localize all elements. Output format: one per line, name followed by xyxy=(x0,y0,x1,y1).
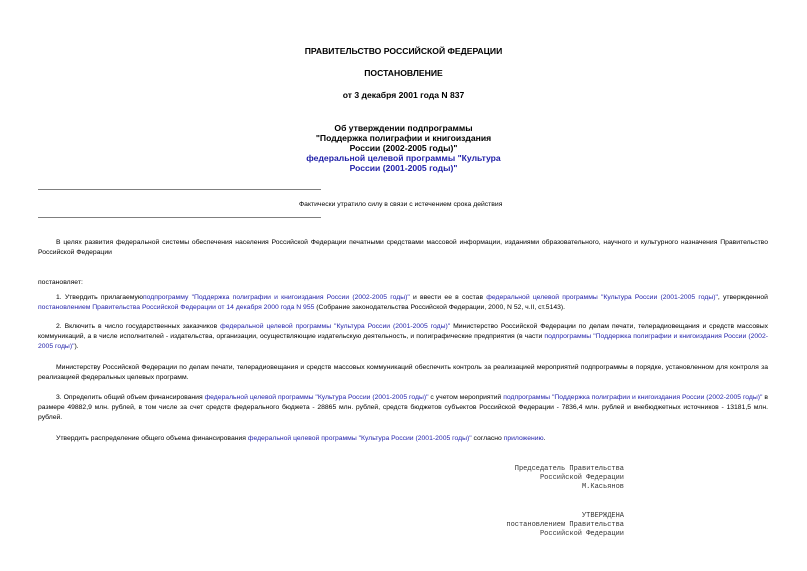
federal-program-link[interactable]: федеральной целевой программы "Культура России (2001-2005 годы)" xyxy=(247,435,472,442)
paragraph-text: ). xyxy=(74,343,79,350)
approval-line: постановлением Правительства xyxy=(506,520,624,529)
title-line: России (2002-2005 годы)" xyxy=(349,143,458,153)
title-line: "Поддержка полиграфии и книгоиздания xyxy=(315,133,492,143)
title-line: Об утверждении подпрограммы xyxy=(334,123,473,133)
paragraph-3: Министерству Российской Федерации по делам печати, телерадиовещания и средств массовых коммуникаций обеспечить контроль за реализацией мероприятий подпрограммы в порядке, установленном для контроля за реализацией федеральных целевых программ. xyxy=(38,364,768,381)
federal-program-link[interactable]: федеральной целевой программы "Культура России (2001-2005 годы)" xyxy=(204,394,429,401)
paragraph-text: и ввести ее в состав xyxy=(409,294,487,301)
intro-paragraph: В целях развития федеральной системы обеспечения населения Российской Федерации печатными средствами массовой информации, изданиями образовательного, научного и культурного назначения Правительство Российской Федерации xyxy=(38,239,768,256)
signature-line: Председатель Правительства xyxy=(514,465,624,473)
paragraph-text: 1. Утвердить прилагаемую xyxy=(56,294,143,301)
document-type: ПОСТАНОВЛЕНИЕ xyxy=(364,68,443,78)
approval-block xyxy=(506,512,624,538)
paragraph-5 xyxy=(38,434,768,444)
federal-program-link[interactable]: федеральной целевой программы "Культура России (2001-2005 годы)" xyxy=(486,294,718,301)
document-title xyxy=(0,123,807,173)
government-heading: ПРАВИТЕЛЬСТВО РОССИЙСКОЙ ФЕДЕРАЦИИ xyxy=(304,46,503,56)
paragraph-text: , утвержденной xyxy=(717,294,768,301)
paragraph-2 xyxy=(38,322,768,352)
title-program-link[interactable]: России (2001-2005 годы)" xyxy=(349,163,458,173)
separator-rule xyxy=(38,189,321,190)
document-date: от 3 декабря 2001 года N 837 xyxy=(342,90,465,100)
signature-line: Российской Федерации xyxy=(539,473,624,482)
status-note: Фактически утратило силу в связи с истечением срока действия xyxy=(299,201,503,208)
paragraph-text: (Собрание законодательства Российской Федерации, 2000, N 52, ч.II, ст.5143). xyxy=(314,304,566,311)
separator-rule xyxy=(38,217,321,218)
decree-955-link[interactable]: постановлением Правительства Российской Федерации от 14 декабря 2000 года N 955 xyxy=(38,304,315,311)
paragraph-text: в размере 49882,9 млн. рублей, в том числе за счет средств федерального бюджета - 28865 млн. рублей, средств бюджетов субъектов Российской Федерации - 7836,4 млн. рублей и внебюджетных источников - 13181,5 млн. рублей. xyxy=(38,394,768,421)
signature-block xyxy=(515,465,624,491)
paragraph-text: 3. Определить общий объем финансирования xyxy=(56,394,205,401)
paragraph-1 xyxy=(38,293,768,313)
paragraph-text: 2. Включить в число государственных заказчиков xyxy=(56,323,221,330)
title-program-link[interactable]: федеральной целевой программы "Культура xyxy=(306,153,501,163)
decree-word: постановляет: xyxy=(38,279,83,286)
paragraph-text: Утвердить распределение общего объема финансирования xyxy=(56,435,248,442)
paragraph-text: согласно xyxy=(471,435,504,442)
appendix-link[interactable]: приложению xyxy=(503,435,544,442)
federal-program-link[interactable]: федеральной целевой программы "Культура России (2001-2005 годы)" xyxy=(220,323,451,330)
approval-line: УТВЕРЖДЕНА xyxy=(581,512,624,520)
approval-line: Российской Федерации xyxy=(539,529,624,538)
paragraph-text: с учетом мероприятий xyxy=(428,394,504,401)
subprogram-link[interactable]: подпрограммы "Поддержка полиграфии и книгоиздания России (2002-2005 годы)" xyxy=(503,394,763,401)
signature-line: М.Касьянов xyxy=(581,482,624,491)
subprogram-link[interactable]: подпрограммы "Поддержка полиграфии и книгоиздания России (2002-2005 годы)" xyxy=(38,333,768,350)
paragraph-text: . xyxy=(543,435,546,442)
subprogram-link[interactable]: подпрограмму "Поддержка полиграфии и книгоиздания России (2002-2005 годы)" xyxy=(143,294,410,301)
paragraph-text: Министерство Российской Федерации по делам печати, телерадиовещания и средств массовых коммуникаций, а в числе исполнителей - издательства, организации, осуществляющие издательскую деятельность, и полиграфические предприятия (в части xyxy=(38,323,768,340)
paragraph-4 xyxy=(38,393,768,423)
